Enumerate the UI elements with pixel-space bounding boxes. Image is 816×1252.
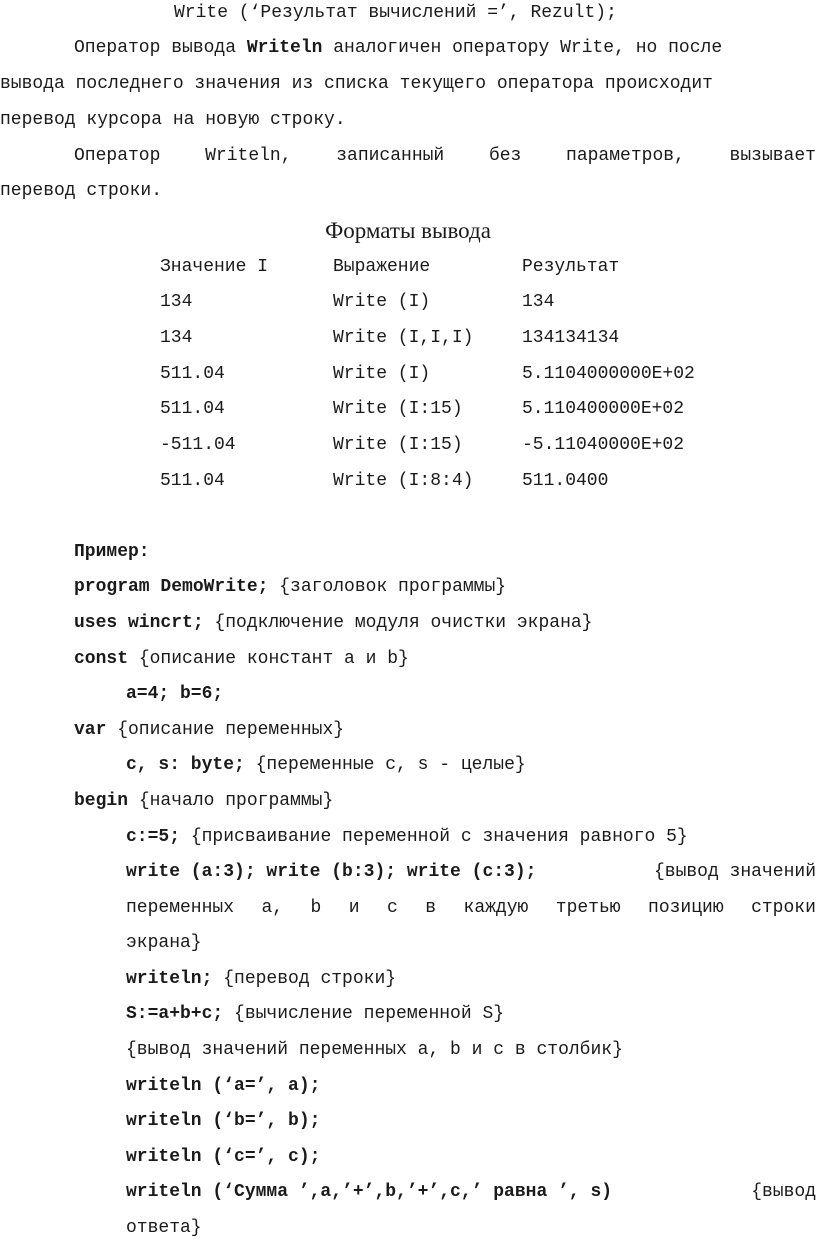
paragraph-no-params-line1	[74, 145, 816, 167]
cell-result: 134	[522, 292, 555, 312]
header-result: Результат	[522, 257, 620, 277]
code-line: writeln (‘b=’, b);	[126, 1111, 321, 1131]
code-comment: {описание констант a и b}	[128, 649, 409, 669]
word: в	[425, 898, 437, 918]
header-value: Значение I	[160, 257, 269, 277]
example-label: Пример:	[74, 542, 150, 562]
paragraph-text: аналогичен оператору Write, но после	[322, 38, 723, 58]
word: записанный	[336, 146, 445, 166]
code-text: uses wincrt;	[74, 613, 204, 633]
cell-result: 134134134	[522, 328, 620, 348]
cell-result: 511.0400	[522, 471, 609, 491]
code-comment: {заголовок программы}	[268, 577, 507, 597]
word: b	[310, 898, 322, 918]
code-text: begin	[74, 791, 129, 811]
code-text: c, s: byte;	[126, 755, 245, 775]
cell-value: 134	[160, 292, 193, 312]
code-line: экрана}	[126, 933, 202, 953]
word: вызывает	[729, 146, 816, 166]
cell-value: 134	[160, 328, 193, 348]
code-line	[126, 826, 688, 848]
code-comment: {вывод	[751, 1182, 816, 1202]
code-text: program DemoWrite;	[74, 577, 269, 597]
cell-value: 511.04	[160, 471, 225, 491]
word: третью	[555, 898, 621, 918]
cell-expression: Write (I:15)	[333, 399, 463, 419]
code-line	[74, 576, 506, 598]
paragraph-writeln-line3: перевод курсора на новую строку.	[0, 110, 346, 130]
word: параметров,	[566, 146, 685, 166]
code-comment: {подключение модуля очистки экрана}	[203, 613, 593, 633]
word: строки	[751, 898, 816, 918]
code-comment: {вычисление переменной S}	[223, 1004, 505, 1024]
code-line	[126, 1003, 504, 1025]
code-text: writeln (‘Сумма ’,a,’+’,b,’+’,c,’ равна ’, s)	[126, 1182, 613, 1202]
word: позицию	[648, 898, 724, 918]
code-line	[74, 612, 593, 634]
code-text: write (a:3); write (b:3); write (c:3);	[126, 862, 537, 882]
word: c	[387, 898, 398, 918]
code-text: const	[74, 649, 129, 669]
writeln-keyword: Writeln	[246, 38, 323, 58]
cell-result: -5.11040000E+02	[522, 435, 685, 455]
word: a,	[261, 898, 284, 918]
code-line	[126, 897, 816, 919]
cell-expression: Write (I:15)	[333, 435, 463, 455]
word: и	[348, 898, 360, 918]
paragraph-no-params-line2: перевод строки.	[0, 181, 163, 201]
code-line-write: Write (‘Результат вычислений =’, Rezult);	[174, 3, 617, 23]
cell-value: 511.04	[160, 399, 225, 419]
header-expression: Выражение	[333, 257, 431, 277]
word: без	[488, 146, 522, 166]
code-line: writeln (‘c=’, c);	[126, 1147, 321, 1167]
code-line	[126, 754, 526, 776]
cell-result: 5.110400000E+02	[522, 399, 685, 419]
code-line: {вывод значений переменных a, b и c в столбик}	[126, 1040, 623, 1060]
word: каждую	[463, 898, 529, 918]
cell-value: -511.04	[160, 435, 236, 455]
cell-expression: Write (I)	[333, 364, 431, 384]
code-line	[126, 1181, 816, 1203]
word: Оператор	[74, 146, 161, 166]
cell-value: 511.04	[160, 364, 225, 384]
paragraph-writeln-line2: вывода последнего значения из списка текущего оператора происходит	[0, 74, 713, 94]
code-text: writeln;	[126, 969, 213, 989]
word: Writeln,	[205, 146, 292, 166]
code-text: S:=a+b+c;	[126, 1004, 224, 1024]
code-comment: {переменные c, s - целые}	[244, 755, 526, 775]
cell-result: 5.1104000000E+02	[522, 364, 695, 384]
code-line: ответа}	[126, 1218, 202, 1238]
code-comment: {начало программы}	[128, 791, 334, 811]
code-line: a=4; b=6;	[126, 684, 224, 704]
code-line	[126, 861, 816, 883]
cell-expression: Write (I)	[333, 292, 431, 312]
code-comment: {вывод значений	[653, 862, 816, 882]
paragraph-writeln-line1	[74, 37, 722, 59]
code-line	[74, 719, 344, 741]
code-comment: {описание переменных}	[106, 720, 345, 740]
cell-expression: Write (I:8:4)	[333, 471, 474, 491]
code-text: var	[74, 720, 107, 740]
paragraph-text: Оператор вывода	[74, 38, 247, 58]
code-comment: {перевод строки}	[212, 969, 397, 989]
code-comment: {присваивание переменной c значения равного 5}	[180, 827, 688, 847]
code-text: c:=5;	[126, 827, 181, 847]
formats-heading: Форматы вывода	[325, 218, 491, 243]
code-line	[74, 790, 333, 812]
cell-expression: Write (I,I,I)	[333, 328, 474, 348]
code-line	[74, 648, 409, 670]
code-line	[126, 968, 396, 990]
code-line: writeln (‘a=’, a);	[126, 1076, 321, 1096]
word: переменных	[126, 898, 235, 918]
